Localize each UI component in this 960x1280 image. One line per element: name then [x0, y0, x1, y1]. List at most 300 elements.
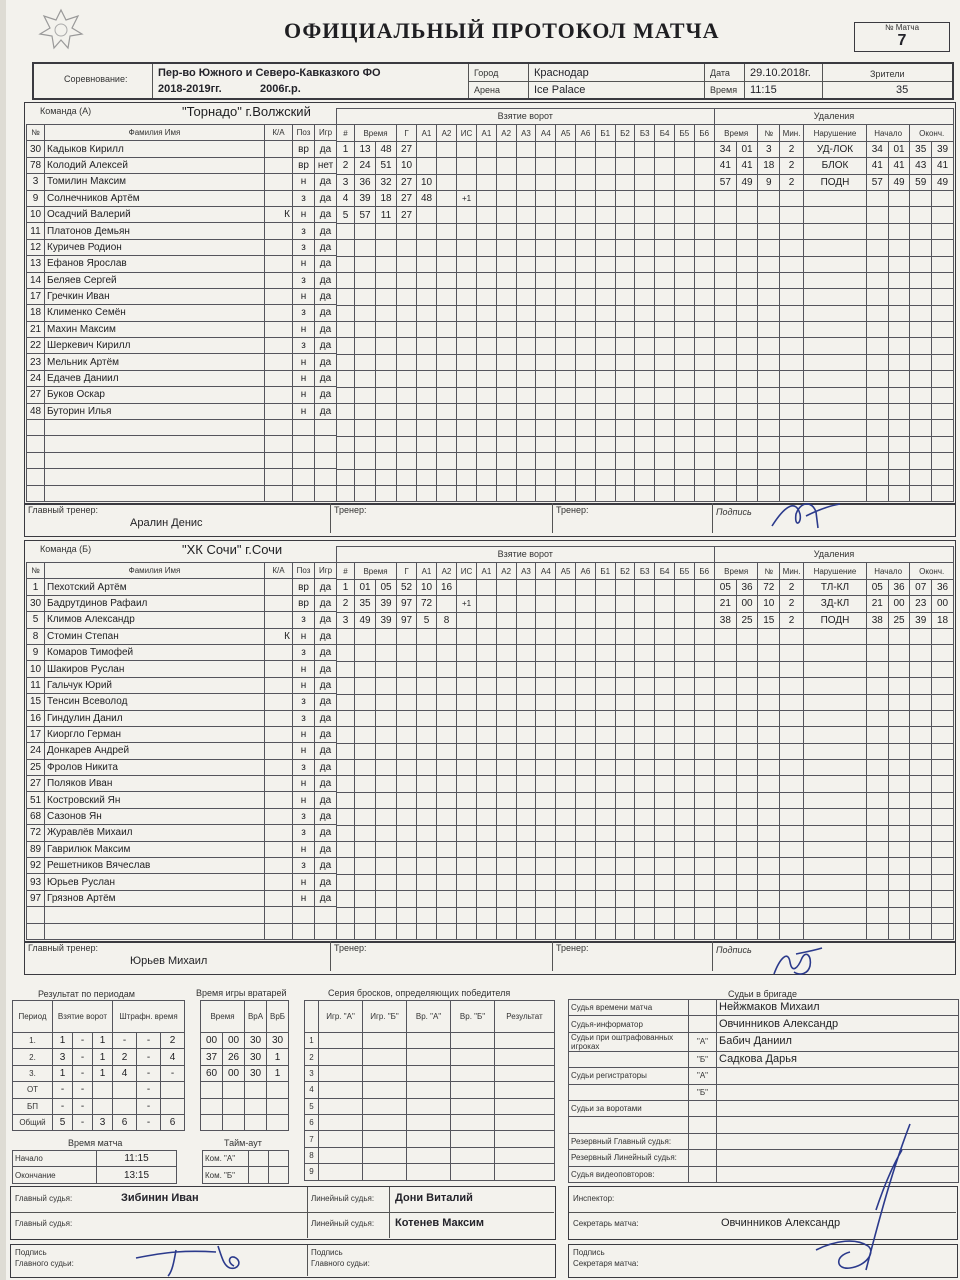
pen-time-header: Время — [715, 125, 758, 141]
player-name: Куричев Родион — [45, 239, 265, 255]
table-row: Общий 5 - 3 6 - 6 — [13, 1114, 185, 1130]
table-row — [715, 223, 954, 239]
sign-main-label-2: Главного судьи: — [15, 1259, 74, 1268]
match-time-table — [12, 1150, 177, 1184]
goal-minute: 24 — [355, 158, 376, 174]
team_b-coach-label: Тренер: — [334, 943, 367, 954]
table-row — [337, 628, 715, 644]
table-row — [27, 436, 337, 452]
time: 11:15 — [750, 84, 777, 96]
table-row — [337, 207, 715, 223]
roster-pos-header: Поз — [293, 563, 315, 579]
arena-label: Арена — [474, 85, 500, 95]
on-ice-header: Б2 — [615, 563, 635, 579]
goal-minute: 57 — [355, 207, 376, 223]
table-row — [715, 842, 954, 858]
table-row — [337, 404, 715, 420]
table-row — [337, 907, 715, 923]
table-row — [715, 305, 954, 321]
spectators: 35 — [896, 84, 909, 96]
player-number: 93 — [27, 874, 45, 890]
goalie-change-min: 37 — [201, 1049, 223, 1065]
player-played: да — [315, 206, 337, 222]
player-played: да — [315, 776, 337, 792]
player-position: н — [293, 354, 315, 370]
roster-play-header: Игр — [315, 563, 337, 579]
table-row — [715, 694, 954, 710]
period-goals-a: 1 — [53, 1065, 73, 1081]
player-captain — [265, 661, 293, 677]
period-goals-b — [93, 1098, 113, 1114]
goal-second: 05 — [376, 579, 397, 595]
table-row — [337, 825, 715, 841]
team_b-head-coach-label: Главный тренер: — [28, 943, 98, 954]
pen-end-sec: 18 — [932, 612, 954, 628]
table-row — [337, 891, 715, 907]
player-name: Томилин Максим — [45, 174, 265, 190]
player-number: 68 — [27, 808, 45, 824]
referee-role — [569, 1117, 689, 1133]
roster-ka-header: К/А — [265, 563, 293, 579]
table-row — [27, 792, 337, 808]
player-captain — [265, 190, 293, 206]
table-row — [27, 890, 337, 906]
table-row — [337, 256, 715, 272]
table-row — [337, 322, 715, 338]
goalie-b-header: ВрБ — [267, 1001, 289, 1033]
table-row — [569, 1000, 959, 1016]
team_a-roster — [26, 124, 337, 502]
period-goals-b: 1 — [93, 1033, 113, 1049]
player-position: н — [293, 890, 315, 906]
table-row — [337, 579, 715, 595]
table-row — [569, 1032, 959, 1051]
referee-name: Садкова Дарья — [717, 1051, 959, 1067]
table-row — [715, 809, 954, 825]
goal-number: 4 — [337, 190, 355, 206]
player-position: н — [293, 743, 315, 759]
player-number: 11 — [27, 223, 45, 239]
pen-second: 41 — [736, 158, 758, 174]
goal-is-header: ИС — [457, 563, 477, 579]
table-row — [337, 436, 715, 452]
referee-team — [689, 1150, 717, 1166]
player-name: Фролов Никита — [45, 759, 265, 775]
table-row — [337, 743, 715, 759]
table-row — [337, 289, 715, 305]
player-position: з — [293, 694, 315, 710]
period-name: 2. — [13, 1049, 53, 1065]
table-row — [569, 1051, 959, 1067]
period-pen-a: 2 — [113, 1049, 137, 1065]
table-row — [27, 907, 337, 923]
pen-minutes: 2 — [780, 174, 804, 190]
table-row — [305, 1065, 555, 1081]
goal-assist-1 — [417, 207, 437, 223]
referee-team — [689, 1117, 717, 1133]
table-row — [715, 923, 954, 939]
pen-player: 10 — [758, 596, 780, 612]
player-played: да — [315, 743, 337, 759]
player-position: н — [293, 726, 315, 742]
referee-role: Судьи регистраторы — [569, 1068, 689, 1084]
on-ice-header: А4 — [536, 125, 556, 141]
on-ice-header: Б2 — [615, 125, 635, 141]
table-row — [715, 256, 954, 272]
goal-a1-header: А1 — [417, 125, 437, 141]
table-row — [337, 453, 715, 469]
on-ice-header: Б3 — [635, 125, 655, 141]
table-row — [27, 612, 337, 628]
player-name: Пехотский Артём — [45, 579, 265, 595]
table-row — [715, 207, 954, 223]
player-played: да — [315, 239, 337, 255]
player-captain — [265, 710, 293, 726]
player-captain — [265, 792, 293, 808]
goal-number: 1 — [337, 141, 355, 157]
coach-b-signature-icon — [766, 944, 826, 980]
player-played: да — [315, 874, 337, 890]
match-info — [32, 62, 954, 100]
table-row: 1. 1 - 1 - - 2 — [13, 1033, 185, 1049]
on-ice-header: Б1 — [595, 125, 615, 141]
player-name: Платонов Демьян — [45, 223, 265, 239]
pen-infraction: УД-ЛОК — [803, 141, 866, 157]
table-row — [337, 387, 715, 403]
goal-scorer: 10 — [397, 158, 417, 174]
goal-assist-2 — [437, 207, 457, 223]
player-captain — [265, 743, 293, 759]
goal-strength — [457, 158, 477, 174]
player-played: да — [315, 726, 337, 742]
pen-no-header: № — [758, 125, 780, 141]
player-captain — [265, 321, 293, 337]
goal-scorer: 27 — [397, 174, 417, 190]
player-name: Поляков Иван — [45, 776, 265, 792]
team_a-head-coach-label: Главный тренер: — [28, 505, 98, 516]
goal-number: 1 — [337, 579, 355, 595]
goalies-table — [200, 1000, 289, 1131]
linesman-1-label: Линейный судья: — [311, 1194, 375, 1203]
pen-end-sec: 00 — [932, 596, 954, 612]
roster-play-header: Игр — [315, 125, 337, 141]
goal-assist-1: 5 — [417, 612, 437, 628]
linesman-2-label: Линейный судья: — [311, 1219, 375, 1228]
table-row — [715, 289, 954, 305]
sign-main-label-1: Подпись — [15, 1248, 47, 1257]
period-goals-a: 1 — [53, 1033, 73, 1049]
pen-end-min: 43 — [910, 158, 932, 174]
player-position: з — [293, 644, 315, 660]
player-played: да — [315, 354, 337, 370]
pen-end-min: 59 — [910, 174, 932, 190]
player-name: Махин Максим — [45, 321, 265, 337]
player-captain — [265, 338, 293, 354]
pen-second: 49 — [736, 174, 758, 190]
team_a-name: "Торнадо" г.Волжский — [182, 104, 311, 119]
player-number: 11 — [27, 677, 45, 693]
player-captain — [265, 808, 293, 824]
period-pen-b — [161, 1098, 185, 1114]
sign-secretary-label-1: Подпись — [573, 1248, 605, 1257]
goal-minute: 49 — [355, 612, 376, 628]
table-row — [569, 1084, 959, 1100]
table-row — [337, 760, 715, 776]
birth-year: 2006г.р. — [260, 83, 301, 95]
arena: Ice Palace — [534, 84, 586, 96]
sign-line-label-1: Подпись — [311, 1248, 343, 1257]
period-goals-b — [93, 1082, 113, 1098]
table-row — [305, 1098, 555, 1114]
player-number: 14 — [27, 272, 45, 288]
goal-scorer: 27 — [397, 207, 417, 223]
player-name: Шакиров Руслан — [45, 661, 265, 677]
player-position: вр — [293, 141, 315, 157]
goal-scorer-header: Г — [397, 563, 417, 579]
player-position: н — [293, 370, 315, 386]
goal-is-header: ИС — [457, 125, 477, 141]
player-name: Тенсин Всеволод — [45, 694, 265, 710]
player-played: да — [315, 141, 337, 157]
goalie-change-min: 60 — [201, 1065, 223, 1081]
player-captain — [265, 841, 293, 857]
pen-time-header: Время — [715, 563, 758, 579]
on-ice-header: А2 — [496, 125, 516, 141]
player-captain — [265, 141, 293, 157]
team_a-goals — [336, 108, 715, 502]
referee-role: Резервный Линейный судья: — [569, 1150, 689, 1166]
pen-start-min: 21 — [866, 596, 888, 612]
table-row — [715, 469, 954, 485]
table-row — [337, 645, 715, 661]
player-played: да — [315, 694, 337, 710]
on-ice-header: Б5 — [674, 563, 694, 579]
protocol-sheet — [6, 0, 960, 1280]
goal-assist-1: 48 — [417, 190, 437, 206]
pen-infraction-header: Нарушение — [803, 125, 866, 141]
table-row — [715, 453, 954, 469]
table-row — [715, 420, 954, 436]
table-row — [337, 858, 715, 874]
period-header: Период — [13, 1001, 53, 1033]
shootout-round: 9 — [305, 1164, 319, 1180]
pen-second: 00 — [736, 596, 758, 612]
player-played: да — [315, 759, 337, 775]
player-position: з — [293, 338, 315, 354]
table-row: 3. 1 - 1 4 - - — [13, 1065, 185, 1081]
player-name: Сазонов Ян — [45, 808, 265, 824]
goal-strength — [457, 579, 477, 595]
table-row — [27, 239, 337, 255]
table-row — [715, 874, 954, 890]
shootout-round: 3 — [305, 1065, 319, 1081]
goal-assist-2 — [437, 141, 457, 157]
table-row — [715, 743, 954, 759]
referee-role: Судья видеоповторов: — [569, 1166, 689, 1182]
pen-player: 18 — [758, 158, 780, 174]
player-position: з — [293, 825, 315, 841]
goal-no-header: # — [337, 125, 355, 141]
period-pen-b: 2 — [161, 1033, 185, 1049]
player-played: да — [315, 808, 337, 824]
goal-strength: +1 — [457, 596, 477, 612]
on-ice-header: Б6 — [694, 125, 714, 141]
player-captain — [265, 157, 293, 173]
pen-infraction: ТЛ-КЛ — [803, 579, 866, 595]
player-captain — [265, 370, 293, 386]
pen-end-sec: 36 — [932, 579, 954, 595]
player-number: 78 — [27, 157, 45, 173]
goal-assist-2 — [437, 158, 457, 174]
pen-player: 72 — [758, 579, 780, 595]
table-row — [715, 158, 954, 174]
competition-season: 2018-2019гг. — [158, 83, 222, 95]
roster-no-header: № — [27, 563, 45, 579]
player-played: да — [315, 174, 337, 190]
timeout-b-label: Ком. "Б" — [203, 1167, 249, 1183]
player-captain — [265, 694, 293, 710]
pen-start-sec: 25 — [888, 612, 910, 628]
pen-start-sec: 36 — [888, 579, 910, 595]
period-name: 1. — [13, 1033, 53, 1049]
referee-name: Овчинников Александр — [717, 1016, 959, 1032]
player-number: 3 — [27, 174, 45, 190]
pen-start-sec: 49 — [888, 174, 910, 190]
player-number: 30 — [27, 141, 45, 157]
period-pen-a — [113, 1098, 137, 1114]
player-position: з — [293, 858, 315, 874]
pen-min-header: Мин. — [780, 125, 804, 141]
shootout-table — [304, 1000, 555, 1181]
referee-team: "Б" — [689, 1051, 717, 1067]
inspector-label: Инспектор: — [573, 1194, 615, 1203]
main-referee-signature-icon — [126, 1238, 256, 1278]
goal-assist-1 — [417, 158, 437, 174]
referee-name — [717, 1100, 959, 1116]
referee-team: "А" — [689, 1032, 717, 1051]
goal-number: 2 — [337, 596, 355, 612]
period-name: ОТ — [13, 1082, 53, 1098]
shootout-round: 6 — [305, 1114, 319, 1130]
officials-box — [10, 1186, 556, 1240]
goalie-a: 30 — [245, 1049, 267, 1065]
roster-pos-header: Поз — [293, 125, 315, 141]
player-played: да — [315, 890, 337, 906]
player-name: Осадчий Валерий — [45, 206, 265, 222]
table-row: ОТ - - - — [13, 1082, 185, 1098]
goal-second: 51 — [376, 158, 397, 174]
goal-second: 11 — [376, 207, 397, 223]
roster-ka-header: К/А — [265, 125, 293, 141]
player-position: н — [293, 677, 315, 693]
player-captain — [265, 239, 293, 255]
goal-second: 39 — [376, 612, 397, 628]
table-row — [27, 206, 337, 222]
player-number: 5 — [27, 612, 45, 628]
table-row — [27, 387, 337, 403]
table-row — [27, 223, 337, 239]
player-number: 10 — [27, 661, 45, 677]
goalies-title: Время игры вратарей — [196, 988, 287, 998]
table-row — [337, 596, 715, 612]
player-played: да — [315, 858, 337, 874]
table-row — [337, 776, 715, 792]
player-position: з — [293, 808, 315, 824]
goalie-change-sec: 00 — [223, 1065, 245, 1081]
player-name: Кадыков Кирилл — [45, 141, 265, 157]
pen-infraction: ПОДН — [803, 174, 866, 190]
shootout-round: 5 — [305, 1098, 319, 1114]
player-name: Буторин Илья — [45, 403, 265, 419]
table-row — [27, 743, 337, 759]
pen-start-header: Начало — [866, 125, 909, 141]
player-position: з — [293, 190, 315, 206]
table-row — [27, 776, 337, 792]
player-played: да — [315, 256, 337, 272]
player-captain — [265, 595, 293, 611]
pen-second: 25 — [736, 612, 758, 628]
player-position: н — [293, 387, 315, 403]
table-row — [715, 776, 954, 792]
player-number: 27 — [27, 776, 45, 792]
table-row — [715, 404, 954, 420]
pen-end-sec: 39 — [932, 141, 954, 157]
table-row — [715, 727, 954, 743]
period-pen-a: 6 — [113, 1114, 137, 1130]
table-row — [27, 595, 337, 611]
table-row — [337, 842, 715, 858]
player-position: н — [293, 256, 315, 272]
player-number: 13 — [27, 256, 45, 272]
table-row — [715, 678, 954, 694]
match-number-box — [854, 22, 950, 52]
period-goals-a: 3 — [53, 1049, 73, 1065]
player-position: н — [293, 288, 315, 304]
goal-time-header: Время — [355, 125, 397, 141]
referee-role — [569, 1051, 689, 1067]
team_a-label: Команда (А) — [40, 106, 92, 116]
table-row — [27, 370, 337, 386]
shootout-goalie-b-header: Вр. "Б" — [451, 1001, 495, 1033]
player-played: да — [315, 288, 337, 304]
goal-number: 3 — [337, 612, 355, 628]
table-row — [27, 141, 337, 157]
referee-role: Судья времени матча — [569, 1000, 689, 1016]
roster-name-header: Фамилия Имя — [45, 563, 265, 579]
team_b-name: "ХК Сочи" г.Сочи — [182, 542, 283, 557]
pen-start-header: Начало — [866, 563, 909, 579]
player-played: да — [315, 403, 337, 419]
referee-team: "Б" — [689, 1084, 717, 1100]
player-played: да — [315, 661, 337, 677]
pen-player: 15 — [758, 612, 780, 628]
player-position: вр — [293, 579, 315, 595]
on-ice-header: Б4 — [655, 125, 675, 141]
pen-start-min: 41 — [866, 158, 888, 174]
player-played: нет — [315, 157, 337, 173]
player-position: н — [293, 792, 315, 808]
table-row — [715, 891, 954, 907]
timeout-table — [202, 1150, 289, 1184]
goal-minute: 13 — [355, 141, 376, 157]
player-captain — [265, 612, 293, 628]
table-row — [715, 858, 954, 874]
pen-infraction: ЗД-КЛ — [803, 596, 866, 612]
on-ice-header: Б3 — [635, 563, 655, 579]
player-captain: К — [265, 206, 293, 222]
player-name: Ефанов Ярослав — [45, 256, 265, 272]
goal-minute: 01 — [355, 579, 376, 595]
